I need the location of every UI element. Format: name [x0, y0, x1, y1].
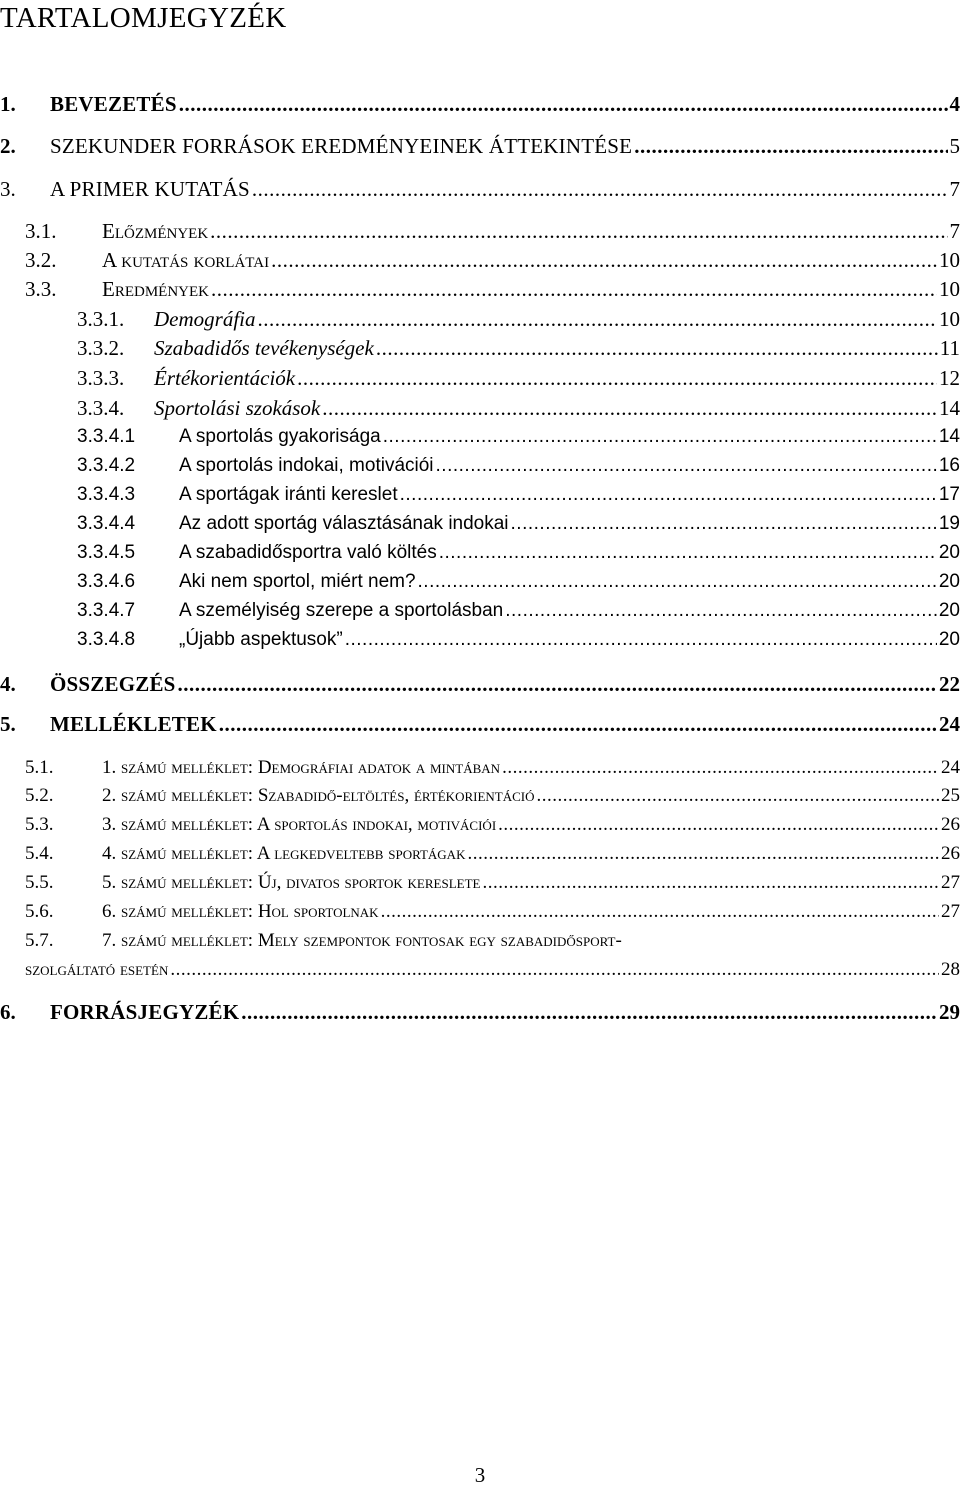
toc-entry-number: 5. — [0, 712, 50, 737]
toc-entry-label: 5. számú melléklet: Új, divatos sportok kereslete — [102, 872, 480, 894]
toc-entry-page: 12 — [939, 366, 960, 391]
toc-entry-page: 4 — [950, 92, 960, 117]
dot-leader — [505, 600, 937, 622]
toc-entry-number: 5.3. — [25, 814, 102, 836]
toc-entry[interactable] — [25, 785, 960, 807]
toc-entry-page: 19 — [939, 513, 960, 535]
dot-leader — [537, 785, 939, 807]
toc-entry-page: 20 — [939, 542, 960, 564]
toc-entry-page: 29 — [939, 1000, 960, 1025]
toc-entry-page: 27 — [941, 901, 960, 923]
toc-entry-label: „Újabb aspektusok” — [179, 629, 343, 651]
dot-leader — [436, 455, 937, 477]
toc-entry-label: SZEKUNDER FORRÁSOK EREDMÉNYEINEK ÁTTEKINTÉSE — [50, 134, 632, 159]
dot-leader — [482, 872, 939, 894]
toc-entry-label: Demográfia — [154, 307, 256, 332]
toc-entry[interactable] — [77, 366, 960, 391]
dot-leader — [345, 629, 937, 651]
toc-entry-number: 3.3.4.3 — [77, 484, 179, 506]
toc-entry-page: 11 — [940, 336, 960, 361]
toc-entry-page: 10 — [939, 248, 960, 273]
toc-entry-number: 6. — [0, 1000, 50, 1025]
toc-entry[interactable] — [25, 930, 960, 952]
dot-leader — [271, 248, 937, 273]
toc-entry-label: Szabadidős tevékenységek — [154, 336, 374, 361]
toc-entry-label: BEVEZETÉS — [50, 92, 177, 117]
toc-entry-page: 16 — [939, 455, 960, 477]
dot-leader — [502, 757, 939, 779]
toc-entry-label: Az adott sportág választásának indokai — [179, 513, 509, 535]
toc-entry-number: 3.3.4.4 — [77, 513, 179, 535]
toc-entry-number: 1. — [0, 92, 50, 117]
dot-leader — [178, 672, 937, 697]
toc-entry[interactable] — [25, 277, 960, 302]
toc-entry[interactable] — [77, 542, 960, 564]
toc-entry-label: MELLÉKLETEK — [50, 712, 217, 737]
toc-entry[interactable] — [77, 307, 960, 332]
toc-entry-number: 5.5. — [25, 872, 102, 894]
toc-entry[interactable] — [0, 712, 960, 737]
toc-entry-page: 20 — [939, 629, 960, 651]
toc-entry-label: Értékorientációk — [154, 366, 295, 391]
toc-entry-number: 3.3.4.8 — [77, 629, 179, 651]
toc-entry-page: 7 — [950, 177, 960, 202]
toc-entry-label: 6. számú melléklet: Hol sportolnak — [102, 901, 379, 923]
toc-entry-number: 5.1. — [25, 757, 102, 779]
toc-entry-page: 24 — [941, 757, 960, 779]
toc-entry-number: 3.3.4.1 — [77, 426, 179, 448]
toc-entry[interactable] — [77, 513, 960, 535]
toc-entry-label: A sportolás gyakorisága — [179, 426, 381, 448]
toc-entry-page: 5 — [950, 134, 960, 159]
toc-entry-label: 1. számú melléklet: Demográfiai adatok a mintában — [102, 757, 500, 779]
toc-entry-label: A sportolás indokai, motivációi — [179, 455, 434, 477]
toc-entry-label: Eredmények — [102, 277, 209, 302]
toc-entry-page: 22 — [939, 672, 960, 697]
toc-entry-number: 4. — [0, 672, 50, 697]
toc-entry-label: Előzmények — [102, 219, 208, 244]
toc-entry-label: Sportolási szokások — [154, 396, 320, 421]
dot-leader — [210, 219, 947, 244]
toc-entry-number: 3.3.4. — [77, 396, 154, 421]
toc-entry[interactable] — [25, 814, 960, 836]
toc-entry[interactable] — [25, 248, 960, 273]
toc-entry-label: 2. számú melléklet: Szabadidő-eltöltés, értékorientáció — [102, 785, 535, 807]
toc-entry-number: 5.7. — [25, 930, 102, 952]
toc-entry-label: 4. számú melléklet: A legkedveltebb sportágak — [102, 843, 465, 865]
toc-entry-page: 24 — [939, 712, 960, 737]
toc-title: TARTALOMJEGYZÉK — [0, 2, 286, 35]
toc-entry-page: 26 — [941, 843, 960, 865]
toc-entry[interactable] — [77, 484, 960, 506]
toc-entry-label: A PRIMER KUTATÁS — [50, 177, 250, 202]
toc-entry[interactable] — [25, 872, 960, 894]
dot-leader — [241, 1000, 937, 1025]
toc-entry-number: 5.2. — [25, 785, 102, 807]
toc-entry-number: 3.3.4.7 — [77, 600, 179, 622]
toc-entry[interactable] — [25, 219, 960, 244]
toc-entry-label: A sportágak iránti kereslet — [179, 484, 398, 506]
toc-entry-label: FORRÁSJEGYZÉK — [50, 1000, 239, 1025]
dot-leader — [467, 843, 939, 865]
toc-entry-page: 26 — [941, 814, 960, 836]
toc-entry-number: 3.1. — [25, 219, 102, 244]
toc-entry[interactable] — [77, 336, 960, 361]
toc-entry[interactable] — [25, 843, 960, 865]
toc-entry-number: 3.3.3. — [77, 366, 154, 391]
toc-entry-number: 3.3. — [25, 277, 102, 302]
toc-entry[interactable] — [77, 571, 960, 593]
toc-entry-label: A személyiség szerepe a sportolásban — [179, 600, 503, 622]
toc-entry-page: 14 — [939, 396, 960, 421]
dot-leader — [634, 134, 947, 159]
toc-entry[interactable] — [25, 901, 960, 923]
toc-entry-page: 25 — [941, 785, 960, 807]
dot-leader — [381, 901, 939, 923]
toc-entry[interactable] — [0, 92, 960, 117]
toc-entry-number: 3. — [0, 177, 50, 202]
toc-entry[interactable] — [0, 134, 960, 159]
toc-entry-label: ÖSSZEGZÉS — [50, 672, 176, 697]
toc-entry[interactable] — [0, 1000, 960, 1025]
toc-entry[interactable] — [0, 177, 960, 202]
toc-entry-label: A kutatás korlátai — [102, 248, 269, 273]
dot-leader — [418, 571, 937, 593]
toc-entry[interactable] — [77, 455, 960, 477]
toc-entry[interactable] — [25, 757, 960, 779]
toc-entry-page: 7 — [950, 219, 960, 244]
toc-entry-page: 14 — [939, 426, 960, 448]
dot-leader — [400, 484, 937, 506]
toc-entry-page: 10 — [939, 307, 960, 332]
dot-leader — [211, 277, 937, 302]
toc-entry-number: 3.3.4.6 — [77, 571, 179, 593]
toc-entry-number: 3.3.4.2 — [77, 455, 179, 477]
toc-entry-number: 3.2. — [25, 248, 102, 273]
dot-leader — [498, 814, 939, 836]
toc-entry-page: 20 — [939, 600, 960, 622]
toc-entry[interactable] — [77, 396, 960, 421]
toc-entry-number: 3.3.2. — [77, 336, 154, 361]
dot-leader — [219, 712, 937, 737]
toc-entry-page: 17 — [939, 484, 960, 506]
toc-entry-page: 27 — [941, 872, 960, 894]
toc-entry-label: 7. számú melléklet: Mely szempontok fontosak egy szabadidősport- — [102, 930, 622, 952]
dot-leader — [252, 177, 948, 202]
toc-entry-page: 20 — [939, 571, 960, 593]
page-number: 3 — [0, 1463, 960, 1488]
toc-entry-number: 5.4. — [25, 843, 102, 865]
dot-leader — [383, 426, 937, 448]
toc-entry-label: 3. számú melléklet: A sportolás indokai, motivációi — [102, 814, 496, 836]
toc-entry-number: 2. — [0, 134, 50, 159]
toc-entry[interactable] — [77, 629, 960, 651]
toc-entry-number: 5.6. — [25, 901, 102, 923]
dot-leader — [376, 336, 938, 361]
toc-entry-label: Aki nem sportol, miért nem? — [179, 571, 416, 593]
toc-entry-continuation[interactable] — [25, 959, 960, 981]
dot-leader — [322, 396, 937, 421]
toc-entry-label: A szabadidősportra való költés — [179, 542, 437, 564]
toc-entry[interactable] — [77, 426, 960, 448]
dot-leader — [170, 959, 939, 981]
dot-leader — [439, 542, 937, 564]
dot-leader — [258, 307, 938, 332]
toc-entry-number: 3.3.4.5 — [77, 542, 179, 564]
toc-entry-page: 10 — [939, 277, 960, 302]
dot-leader — [297, 366, 937, 391]
toc-entry-page: 28 — [941, 959, 960, 981]
toc-entry[interactable] — [77, 600, 960, 622]
toc-entry-number: 3.3.1. — [77, 307, 154, 332]
dot-leader — [511, 513, 937, 535]
dot-leader — [179, 92, 948, 117]
toc-entry[interactable] — [0, 672, 960, 697]
toc-entry-label: szolgáltató esetén — [25, 959, 168, 981]
